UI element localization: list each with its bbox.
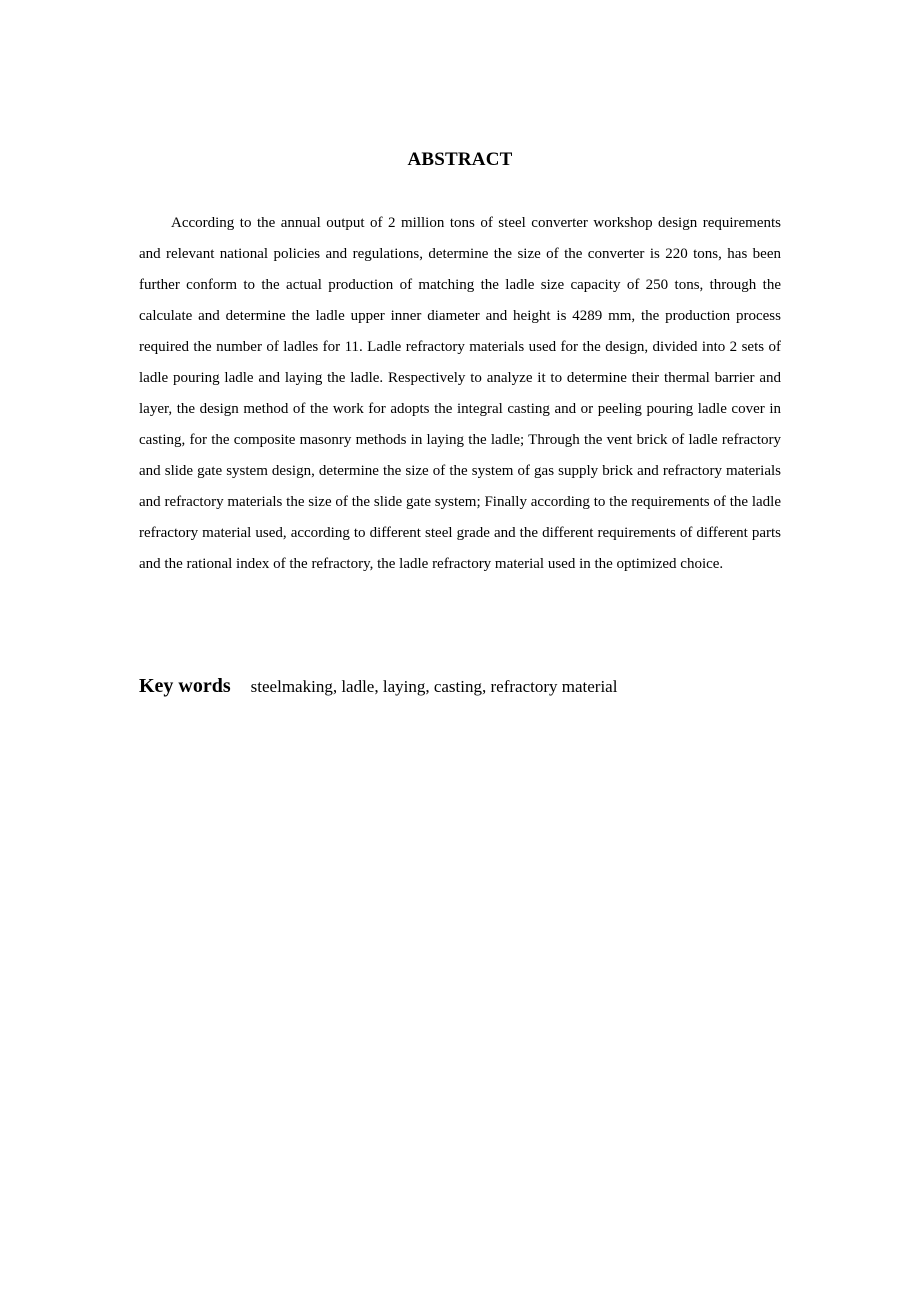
keywords-label: Key words xyxy=(139,675,231,697)
abstract-body: According to the annual output of 2 million tons of steel converter workshop design requirements and relevant national policies and regulations, determine the size of the converter is 220 tons, has been further conform to the actual production of matching the ladle size capacity of 250 tons, through the calculate and determine the ladle upper inner diameter and height is 4289 mm, the production process required the number of ladles for 11. Ladle refractory materials used for the design, divided into 2 sets of ladle pouring ladle and laying the ladle. Respectively to analyze it to determine their thermal barrier and layer, the design method of the work for adopts the integral casting and or peeling pouring ladle cover in casting, for the composite masonry methods in laying the ladle; Through the vent brick of ladle refractory and slide gate system design, determine the size of the system of gas supply brick and refractory materials and refractory materials the size of the slide gate system; Finally according to the requirements of the ladle refractory material used, according to different steel grade and the different requirements of different parts and the rational index of the refractory, the ladle refractory material used in the optimized choice. xyxy=(139,215,781,572)
keywords-line xyxy=(139,672,781,702)
abstract-title: ABSTRACT xyxy=(407,149,513,170)
keywords-text: steelmaking, ladle, laying, casting, refractory material xyxy=(250,677,618,696)
